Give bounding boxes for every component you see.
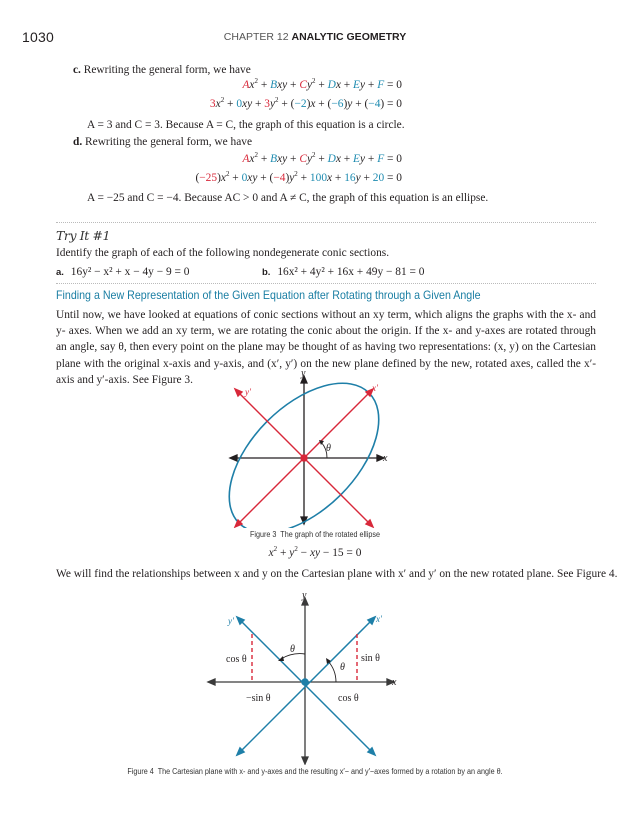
figure-4-caption: Figure 4 The Cartesian plane with x- and y-axes and the resulting x′− and y′−axes formed by a rotation by an angle θ. bbox=[127, 767, 503, 776]
part-d-general-form: $Ax^2$ + Bxy + $Cy^2 + Dx + Ey + F = 0$ bbox=[242, 151, 402, 165]
try-it-prompt: Identify the graph of each of the following nondegenerate conic sections. bbox=[56, 247, 390, 259]
part-c-conclusion: A = 3 and C = 3. Because A = C, the graph of this equation is a circle. bbox=[87, 119, 405, 131]
chapter-title: ANALYTIC GEOMETRY bbox=[291, 31, 407, 43]
try-it-item-b: b. 16x² + 4y² + 16x + 49y − 81 = 0 bbox=[262, 266, 425, 278]
part-c-intro: Rewriting the general form, we have bbox=[83, 64, 251, 76]
part-d-conclusion: A = −25 and C = −4. Because AC > 0 and A ≠ C, the graph of this equation is an ellipse. bbox=[87, 192, 489, 204]
figure-4-y-prime-label: y′ bbox=[228, 616, 234, 626]
figure-3-x-label: x bbox=[383, 453, 388, 464]
figure-4-theta-top-label: θ bbox=[290, 644, 295, 655]
figure-3-theta-label: θ bbox=[326, 443, 331, 454]
figure-4-cos-left-label: cos θ bbox=[226, 654, 247, 665]
chapter-header bbox=[0, 31, 630, 43]
figure-4-x-label: x bbox=[392, 677, 397, 688]
figure-3-x-prime-label: x′ bbox=[372, 383, 378, 393]
figure-4-y-label: y bbox=[302, 590, 307, 601]
figure-4-graph bbox=[200, 590, 400, 765]
section-paragraph-1: Until now, we have looked at equations of conic sections without an xy term, which aligns the graphs with the x- and y- axes. When we add an xy term, we are rotating the conic about the origin. If the x- and y-axes are rotated through an angle, say θ, then every point on the plane may be thought of as having two representations: (x, y) on the Cartesian plane with the original x-axis and y-axis, and (x′, y′) on the new plane defined by the new, rotated axes, called the x′-axis and y′-axis. See Figure 3. bbox=[56, 309, 596, 386]
try-it-title: Try It #1 bbox=[56, 228, 111, 243]
figure-3-axes bbox=[230, 376, 384, 524]
part-c-label: c. bbox=[73, 64, 81, 76]
figure-3-y-label: y bbox=[301, 368, 306, 379]
part-d-intro: Rewriting the general form, we have bbox=[85, 136, 253, 148]
figure-4-x-prime-label: x′ bbox=[376, 614, 382, 624]
section-heading: Finding a New Representation of the Given Equation after Rotating through a Given Angle bbox=[56, 289, 481, 302]
chapter-prefix: CHAPTER 12 bbox=[223, 31, 289, 43]
figure-4-neg-sin-label: −sin θ bbox=[246, 693, 271, 704]
figure-4-rotated-axes bbox=[237, 617, 375, 755]
figure-4-theta-right-label: θ bbox=[340, 662, 345, 673]
figure-3-equation: $x^2 + y^2$ − xy − 15 = 0 bbox=[268, 545, 362, 559]
part-c-general-form: $Ax^2$ + Bxy + $Cy^2 + Dx + Ey + F = 0$ bbox=[242, 77, 402, 91]
try-it-top-divider bbox=[56, 222, 596, 223]
figure-4-cos-right-label: cos θ bbox=[338, 693, 359, 704]
figure-3-caption: Figure 3 The graph of the rotated ellipse bbox=[250, 530, 380, 539]
part-d-intro-line bbox=[73, 134, 252, 151]
section-paragraph-2: We will find the relationships between x and y on the Cartesian plane with x′ and y′ on the new rotated plane. See Figure 4. bbox=[56, 568, 618, 580]
part-d-label: d. bbox=[73, 136, 83, 148]
figure-4-theta-arc-right bbox=[328, 661, 336, 682]
part-d-substituted: $(-25)x^2 + 0xy + (-4)y^2 + 100x + 16y + 20 = 0$ bbox=[195, 170, 402, 184]
figure-4-sin-right-label: sin θ bbox=[361, 653, 380, 664]
page-number: 1030 bbox=[22, 29, 54, 45]
try-it-item-a: a. 16y² − x² + x − 4y − 9 = 0 bbox=[56, 266, 190, 278]
part-c-substituted: $3x^2 + 0xy + 3y^2 + (-2)x + (-6)y + (-4) = 0$ bbox=[209, 96, 402, 110]
try-it-bottom-divider bbox=[56, 283, 596, 284]
figure-3-graph bbox=[220, 368, 400, 528]
figure-3-y-prime-label: y′ bbox=[245, 387, 251, 397]
part-c-intro-line bbox=[73, 62, 251, 79]
